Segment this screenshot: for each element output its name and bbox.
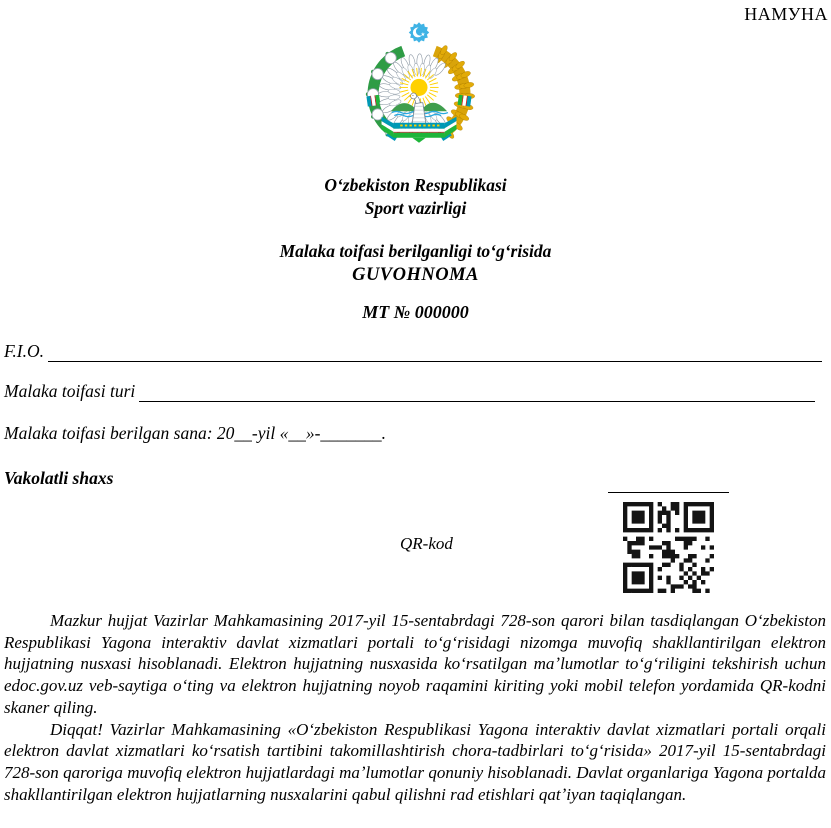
org-country-line: Oʻzbekiston Respublikasi bbox=[324, 175, 507, 195]
document-title: GUVOHNOMA bbox=[352, 265, 479, 285]
qr-code-label: QR-kod bbox=[400, 534, 453, 553]
authorized-person-label: Vakolatli shaxs bbox=[4, 468, 114, 488]
document-number: MT № 000000 bbox=[362, 302, 469, 322]
document-subtitle: Malaka toifasi berilganligi toʻgʻrisida bbox=[279, 241, 552, 261]
signature-blank-line bbox=[608, 473, 729, 493]
issue-date-line: Malaka toifasi berilgan sana: 20__-yil «__»-_______. bbox=[4, 423, 387, 443]
fio-field-row bbox=[4, 341, 822, 362]
fio-blank-line bbox=[48, 343, 822, 362]
uzbekistan-emblem-icon bbox=[355, 21, 483, 153]
legal-notice bbox=[4, 610, 826, 805]
legal-paragraph-1: Mazkur hujjat Vazirlar Mahkamasining 2017-yil 15-sentabrdagi 728-son qarori bilan tasdiqlangan Oʻzbekiston Respublikasi Yagona interaktiv davlat xizmatlari portali toʻgʻrisidagi nizomga muvofiq shakllantirilgan elektron hujjatning nusxasi hisoblanadi. Elektron hujjatning nusxasida koʻrsatilgan maʼlumotlar toʻgʻriligini tekshirish uchun edoc.gov.uz veb-saytiga oʻting va elektron hujjatning noyob raqamini kiriting yoki mobil telefon yordamida QR-kodni skaner qiling. bbox=[4, 611, 826, 717]
category-blank-line bbox=[139, 383, 815, 402]
sample-watermark: НАМУНА bbox=[744, 4, 828, 24]
category-field-row bbox=[4, 381, 815, 402]
legal-paragraph-2: Diqqat! Vazirlar Mahkamasining «Oʻzbekiston Respublikasi Yagona interaktiv davlat xizmatlari portali orqali elektron davlat xizmatlari koʻrsatish tartibini takomillashtirish chora-tadbirlari toʻgʻrisida» 2017-yil 15-sentabrdagi 728-son qaroriga muvofiq elektron hujjatlardagi maʼlumotlar qonuniy hisoblanadi. Davlat organlariga Yagona portalda shakllantirilgan elektron hujjatlarning nusxalarini qabul qilishni rad etishlari qatʼiyan taqiqlangan. bbox=[4, 719, 826, 804]
document-title-block bbox=[0, 239, 831, 287]
qr-code-icon bbox=[623, 502, 714, 593]
fio-label: F.I.O. bbox=[4, 341, 45, 361]
category-label: Malaka toifasi turi bbox=[4, 381, 136, 401]
org-ministry-line: Sport vazirligi bbox=[364, 198, 467, 218]
issuing-organization bbox=[0, 174, 831, 220]
